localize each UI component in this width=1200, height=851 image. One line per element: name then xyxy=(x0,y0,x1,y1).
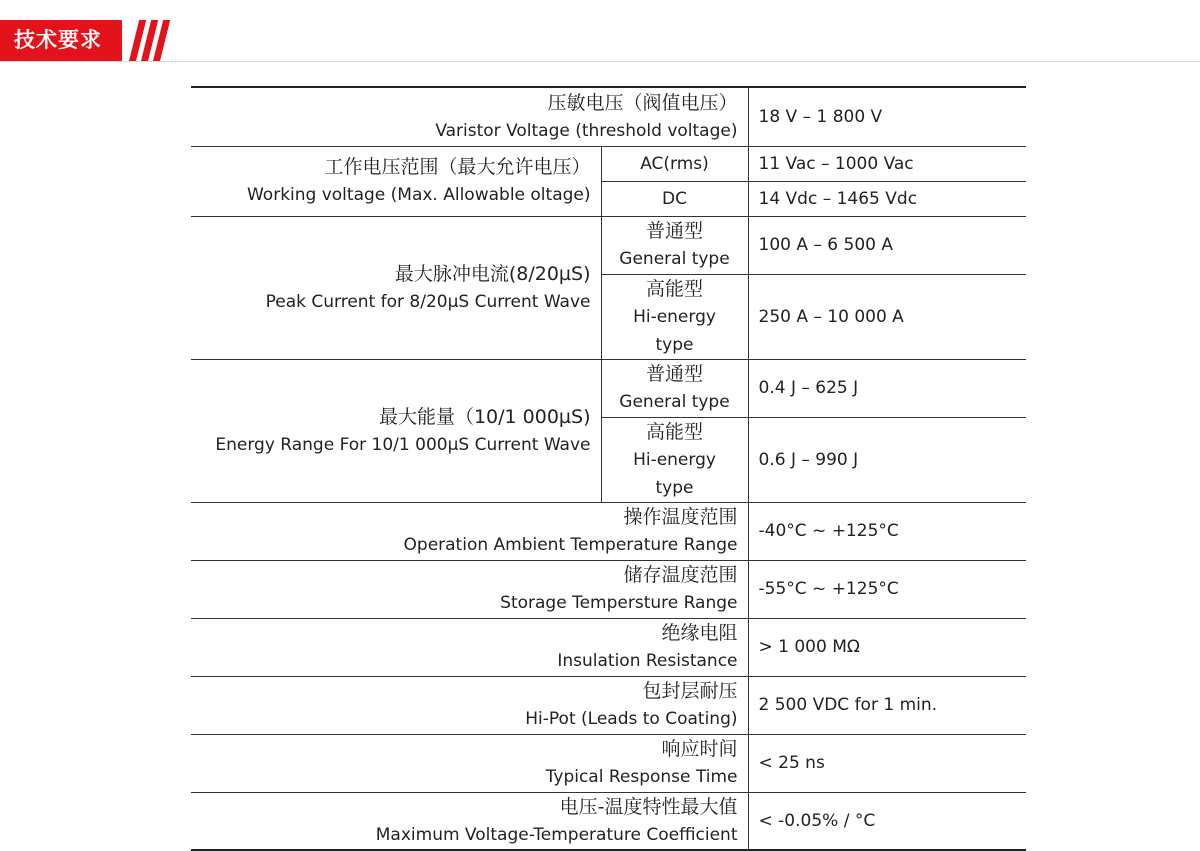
param-label xyxy=(191,87,748,146)
param-value: < -0.05% / °C xyxy=(748,792,1026,850)
param-label xyxy=(191,359,601,502)
table-row xyxy=(191,359,1026,417)
param-label-zh: 电压-温度特性最大值 xyxy=(559,795,738,818)
section-header xyxy=(0,0,1200,62)
param-value: 100 A – 6 500 A xyxy=(748,216,1026,274)
param-label-zh: 响应时间 xyxy=(661,738,738,760)
param-value: 2 500 VDC for 1 min. xyxy=(748,676,1026,734)
sub-label-en: Hi-energy type xyxy=(633,449,716,498)
sub-label-en: General type xyxy=(619,249,730,269)
param-value: -55°C ~ +125°C xyxy=(748,560,1026,618)
table-row xyxy=(191,502,1026,560)
table-row xyxy=(191,676,1026,734)
param-label-en: Peak Current for 8/20µS Current Wave xyxy=(265,291,591,312)
param-label-zh: 包封层耐压 xyxy=(642,680,738,702)
spec-table xyxy=(191,86,1026,851)
param-label-en: Varistor Voltage (threshold voltage) xyxy=(435,120,738,141)
param-label-en: Typical Response Time xyxy=(545,767,738,787)
param-label-en: Insulation Resistance xyxy=(557,651,738,671)
param-label xyxy=(191,792,748,850)
param-value: 0.6 J – 990 J xyxy=(748,417,1026,502)
table-row xyxy=(191,792,1026,850)
param-label-en: Hi-Pot (Leads to Coating) xyxy=(525,709,738,729)
sub-label-zh: 普通型 xyxy=(645,220,703,242)
param-value: -40°C ~ +125°C xyxy=(748,502,1026,560)
param-value: 14 Vdc – 1465 Vdc xyxy=(748,181,1026,216)
param-value: > 1 000 MΩ xyxy=(748,618,1026,676)
param-label xyxy=(191,146,601,216)
table-row xyxy=(191,216,1026,274)
param-label xyxy=(191,676,748,734)
param-label-zh: 压敏电压（阀值电压） xyxy=(547,91,738,114)
sub-label: AC(rms) xyxy=(601,146,748,181)
sub-label xyxy=(601,274,748,359)
sub-label: DC xyxy=(601,181,748,216)
param-label xyxy=(191,560,748,618)
param-label xyxy=(191,618,748,676)
param-label-en: Operation Ambient Temperature Range xyxy=(403,535,738,555)
param-label xyxy=(191,216,601,359)
table-row xyxy=(191,87,1026,146)
param-value: 11 Vac – 1000 Vac xyxy=(748,146,1026,181)
param-value: 0.4 J – 625 J xyxy=(748,359,1026,417)
sub-label-en: Hi-energy type xyxy=(633,306,716,355)
section-title: 技术要求 xyxy=(0,20,122,61)
sub-label-zh: 高能型 xyxy=(645,420,703,443)
param-label-en: Storage Tempersture Range xyxy=(500,593,738,613)
param-label-zh: 工作电压范围（最大允许电压） xyxy=(324,156,591,178)
table-row xyxy=(191,734,1026,792)
param-label xyxy=(191,502,748,560)
param-value: 18 V – 1 800 V xyxy=(748,87,1026,146)
param-label-zh: 储存温度范围 xyxy=(623,564,738,586)
sub-label-zh: 普通型 xyxy=(645,363,703,385)
param-label-zh: 最大能量（10/1 000µS) xyxy=(378,405,591,428)
table-row xyxy=(191,618,1026,676)
table-row xyxy=(191,146,1026,181)
param-label-zh: 绝缘电阻 xyxy=(661,622,738,644)
param-value: < 25 ns xyxy=(748,734,1026,792)
param-label-zh: 最大脉冲电流(8/20µS) xyxy=(394,262,591,285)
param-value: 250 A – 10 000 A xyxy=(748,274,1026,359)
param-label-en: Maximum Voltage-Temperature Coefficient xyxy=(375,824,738,845)
param-label xyxy=(191,734,748,792)
param-label-en: Energy Range For 10/1 000µS Current Wave xyxy=(215,434,591,455)
header-divider xyxy=(0,61,1200,62)
sub-label-en: General type xyxy=(619,392,730,412)
param-label-zh: 操作温度范围 xyxy=(623,506,738,528)
sub-label xyxy=(601,359,748,417)
sub-label xyxy=(601,216,748,274)
sub-label-zh: 高能型 xyxy=(645,277,703,300)
table-row xyxy=(191,560,1026,618)
param-label-en: Working voltage (Max. Allowable oltage) xyxy=(246,185,591,205)
sub-label xyxy=(601,417,748,502)
